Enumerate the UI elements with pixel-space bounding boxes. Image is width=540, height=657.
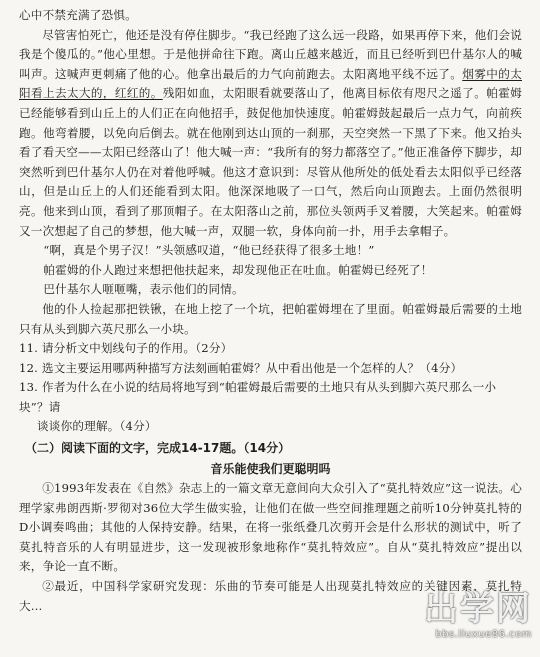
quote-line-1: “啊，真是个男子汉！”头领感叹道，“他已经获得了很多土地！” (43, 243, 375, 258)
watermark-brand: 出学网 (424, 589, 532, 629)
section-heading: （二）阅读下面的文字，完成14-17题。（14分） (25, 441, 291, 456)
article-paragraph-1: ①1993年发表在《自然》杂志上的一篇文章无意间向大众引入了“莫扎特效应”这一说法。心理学家弗朗西斯·罗彻对36位大学生做实验，让他们在做一些空间推理题之前听10分钟莫扎特的D小调奏鸣曲；其他的人保持安静。结果，在将一张纸叠几次剪开会是什么形状的测试中，听了莫扎特音乐的人有明显进步，这一发现被形象地称作“莫扎特效应”。自从“莫扎特效应”提出以来，争论一直不断。 (19, 481, 522, 574)
ending-paragraph: 他的仆人捡起那把铁锹，在地上挖了一个坑，把帕霍姆埋在了里面。帕霍姆最后需要的土地只有从头到脚六英尺那么一小块。 (19, 301, 522, 336)
question-13 (19, 378, 522, 437)
paragraph-2 (19, 26, 522, 242)
article-title: 音乐能使我们更聪明吗 (210, 462, 331, 477)
question-12: 12. 选文主要运用哪两种描写方法刻画帕霍姆？从中看出他是一个怎样的人？（4分） (19, 360, 463, 375)
quote-line-2: 帕霍姆的仆人跑过来想把他扶起来，却发现他正在吐血。帕霍姆已经死了！ (43, 262, 433, 277)
paragraph-2-text: 尽管害怕死亡，他还是没有停住脚步。“我已经跑了这么远一段路，如果再停下来，他们会说我是个傻瓜的。”他心里想。于是他拼命往下跑。离山丘越来越近，而且已经听到巴什基尔人的喊叫声。这喊声更刺痛了他的心。他拿出最后的力气向前跑去。太阳离地平线不远了。 (19, 27, 522, 81)
watermark-url: bbs.liuxue86.com (435, 629, 532, 640)
paragraph-2-rest: 残阳如血，太阳眼看就要落山了，他离目标依有咫尺之遥了。帕霍姆已经能够看到山丘上的人们正在向他招手，鼓促他加快速度。帕霍姆鼓起最后一点力气，向前疾跑。他弯着腰，以免向后倒去。就在他刚到达山顶的一刹那，天空突然一下黑了下来。他又抬头看了看天空——太阳已经落山了！他大喊一声：“我所有的努力都落空了。”他正准备停下脚步，却突然听到巴什基尔人仍在对着他呼喊。他这才意识到：尽管从他所处的低处看去太阳似乎已经落山，但是山丘上的人们还能看到太阳。他深深地吸了一口气，然后向山顶跑去。上面仍然很明亮。他来到山顶，看到了那顶帽子。在太阳落山之前，那位头领两手叉着腰，大笑起来。帕霍姆又一次想起了自己的梦想，他大喊一声，双腿一软，身体向前一扑，用手去拿帽子。 (19, 86, 522, 238)
question-13-cont: 谈谈你的理解。（4分） (37, 419, 157, 434)
question-13-text: 13. 作者为什么在小说的结局将地写到“帕霍姆最后需要的土地只有从头到脚六英尺那么一小块”？请 (19, 380, 497, 414)
article-paragraph-2: ②最近，中国科学家研究发现：乐曲的节奏可能是人出现莫扎特效应的关键因素，莫扎特大… (19, 579, 522, 613)
question-11: 11. 请分析文中划线句子的作用。（2分） (19, 341, 233, 356)
paragraph-1: 心中不禁充满了恐惧。 (19, 8, 137, 22)
quote-line-3: 巴什基尔人咂咂嘴，表示他们的同情。 (43, 282, 244, 297)
underlined-sentence: 烟雾中的太阳看上去太大的，红红的。 (19, 66, 522, 101)
site-watermark (362, 589, 532, 651)
